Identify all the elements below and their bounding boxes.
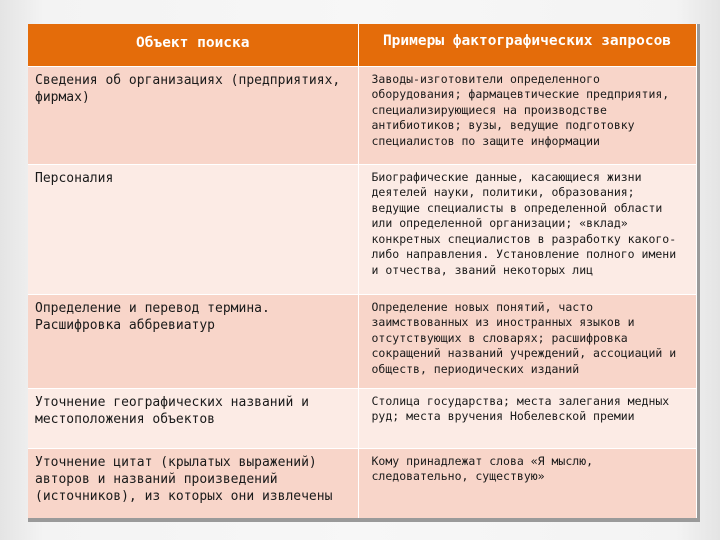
row-examples-terms: Определение новых понятий, часто заимствованных из иностранных языков и отсутствующих в словарях; расшифровка сокращений названий учреждений, ассоциаций и обществ, периодических изданий [358,294,696,388]
row-object-personalia: Персоналия [28,164,358,294]
row-object-geography: Уточнение географических названий и местоположения объектов [28,388,358,448]
row-examples-personalia: Биографические данные, касающиеся жизни деятелей науки, политики, образования; ведущие специалисты в определенной области или определенной организации; «вклад» конкретных специалистов в разработку какого-либо направления. Установление полного имени и отчества, званий некоторых лиц [358,164,696,294]
table-header-row [28,24,696,66]
header-query-examples: Примеры фактографических запросов [358,24,696,66]
row-object-terms: Определение и перевод термина. Расшифровка аббревиатур [28,294,358,388]
row-examples-geography: Столица государства; места залегания медных руд; места вручения Нобелевской премии [358,388,696,448]
row-examples-quotes: Кому принадлежат слова «Я мыслю, следовательно, существую» [358,448,696,518]
row-object-organizations: Сведения об организациях (предприятиях, фирмах) [28,66,358,164]
table-row [28,388,696,448]
table-row [28,66,696,164]
table-row [28,294,696,388]
table-row [28,164,696,294]
search-objects-table [28,24,697,518]
table-card [28,24,700,522]
row-object-quotes: Уточнение цитат (крылатых выражений) авторов и названий произведений (источников), из которых они извлечены [28,448,358,518]
row-examples-organizations: Заводы-изготовители определенного оборудования; фармацевтические предприятия, специализирующиеся на производстве антибиотиков; вузы, ведущие подготовку специалистов по защите информации [358,66,696,164]
header-search-object: Объект поиска [28,24,358,66]
table-row [28,448,696,518]
